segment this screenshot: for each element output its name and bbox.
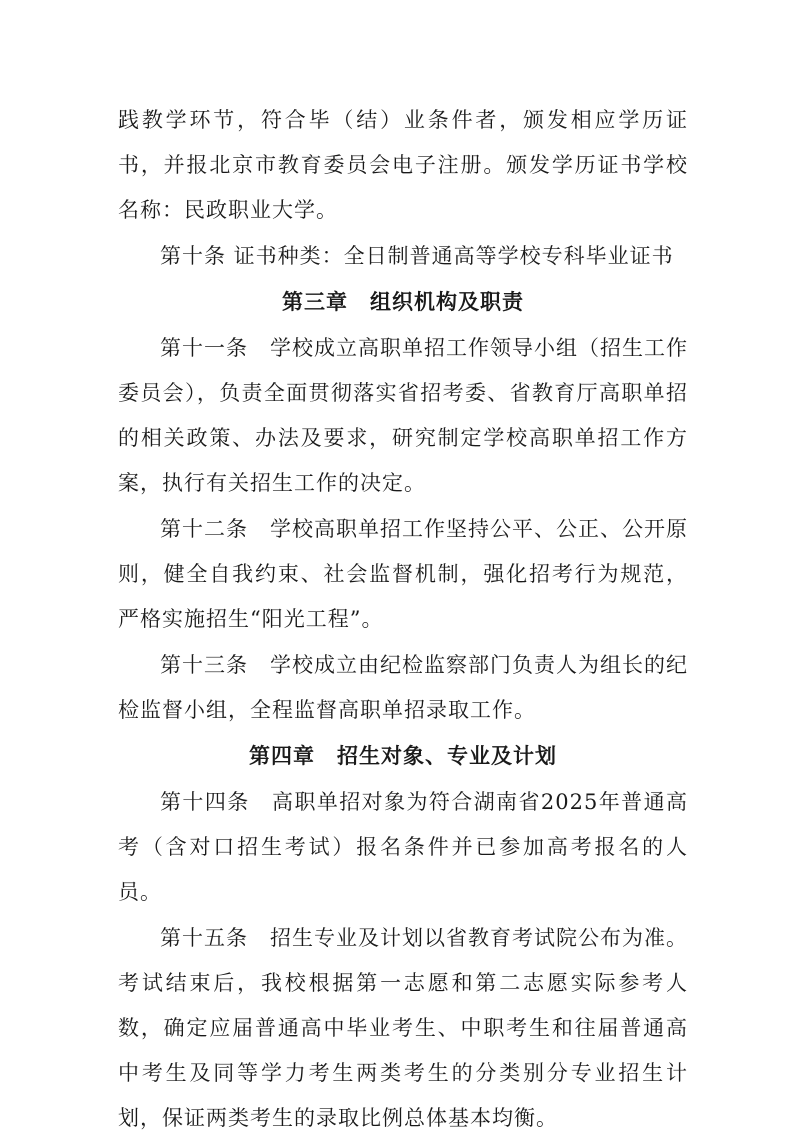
paragraph-diploma-issuance: 践教学环节，符合毕（结）业条件者，颁发相应学历证书，并报北京市教育委员会电子注册。颁发学历证书学校名称：民政职业大学。 xyxy=(118,108,688,222)
article-15-enrollment-plan: 第十五条 招生专业及计划以省教育考试院公布为准。考试结束后，我校根据第一志愿和第二志愿实际参考人数，确定应届普通高中毕业考生、中职考生和往届普通高中考生及同等学力考生两类考生的分类别分专业招生计划，保证两类考生的录取比例总体基本均衡。 xyxy=(118,926,688,1130)
article-13-supervision: 第十三条 学校成立由纪检监察部门负责人为组长的纪检监督小组，全程监督高职单招录取工作。 xyxy=(118,653,688,722)
article-14-admission-targets: 第十四条 高职单招对象为符合湖南省2025年普通高考（含对口招生考试）报名条件并已参加高考报名的人员。 xyxy=(118,790,688,904)
chapter-4-heading: 第四章 招生对象、专业及计划 xyxy=(249,744,557,768)
document-body xyxy=(118,98,688,1142)
article-11-leadership-group: 第十一条 学校成立高职单招工作领导小组（招生工作委员会），负责全面贯彻落实省招考委、省教育厅高职单招的相关政策、办法及要求，研究制定学校高职单招工作方案，执行有关招生工作的决定。 xyxy=(118,336,688,495)
chapter-3-heading: 第三章 组织机构及职责 xyxy=(282,290,524,314)
article-10-certificate-type: 第十条 证书种类：全日制普通高等学校专科毕业证书 xyxy=(160,244,674,268)
article-12-principles: 第十二条 学校高职单招工作坚持公平、公正、公开原则，健全自我约束、社会监督机制，强化招考行为规范，严格实施招生“阳光工程”。 xyxy=(118,517,688,631)
